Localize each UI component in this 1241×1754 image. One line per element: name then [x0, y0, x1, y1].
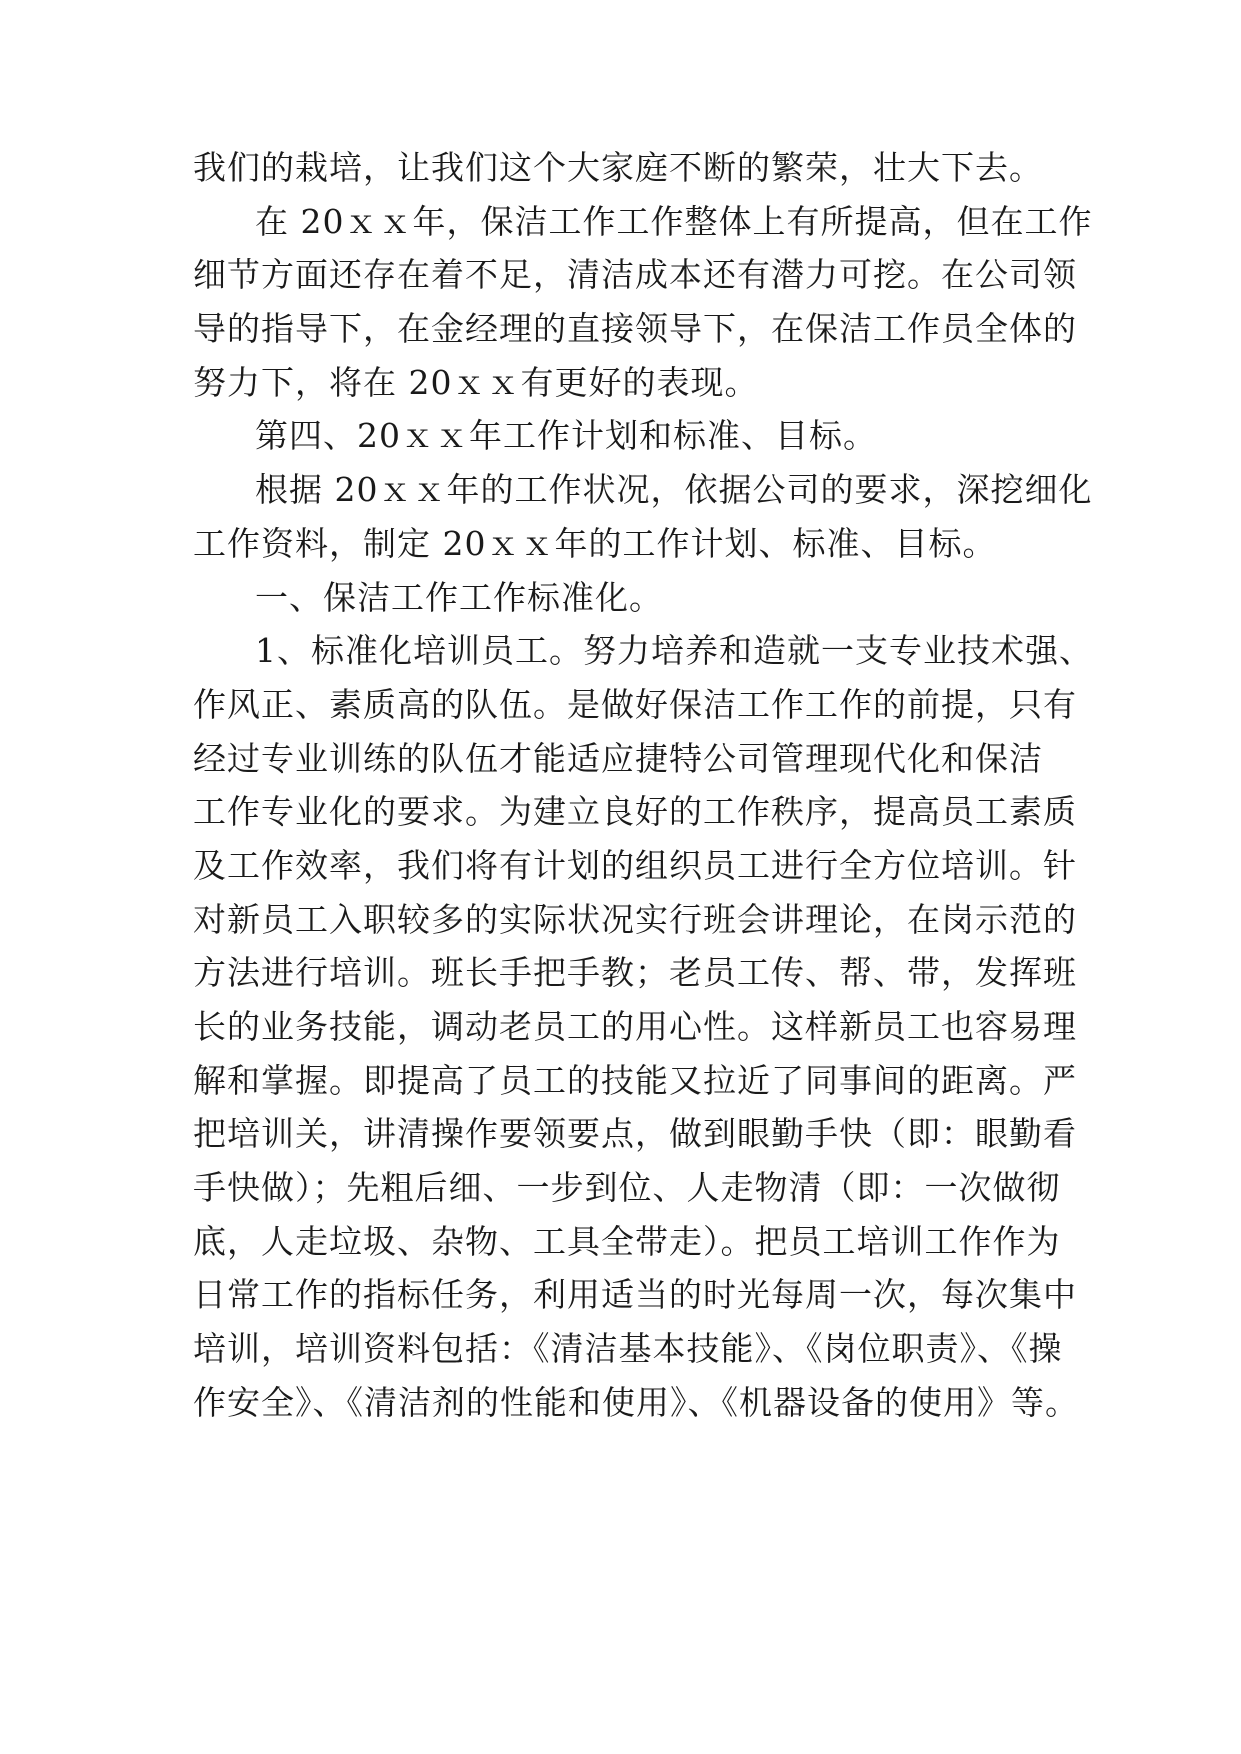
text-line: 及工作效率，我们将有计划的组织员工进行全方位培训。针: [193, 846, 1077, 885]
text-line: 日常工作的指标任务，利用适当的时光每周一次，每次集中: [193, 1275, 1077, 1314]
text-line: 对新员工入职较多的实际状况实行班会讲理论，在岗示范的: [193, 900, 1077, 939]
text-line: 方法进行培训。班长手把手教；老员工传、帮、带，发挥班: [193, 953, 1077, 992]
text-line: 长的业务技能，调动老员工的用心性。这样新员工也容易理: [193, 1007, 1077, 1046]
text-line: 1、标准化培训员工。努力培养和造就一支专业技术强、: [255, 631, 1093, 670]
text-line: 细节方面还存在着不足，清洁成本还有潜力可挖。在公司领: [193, 255, 1077, 294]
text-line: 努力下，将在 20ｘｘ有更好的表现。: [193, 363, 759, 402]
text-line: 第四、20ｘｘ年工作计划和标准、目标。: [255, 416, 877, 455]
text-line: 手快做）；先粗后细、一步到位、人走物清（即：一次做彻: [193, 1168, 1061, 1207]
text-line: 经过专业训练的队伍才能适应捷特公司管理现代化和保洁: [193, 739, 1043, 778]
text-line: 底，人走垃圾、杂物、工具全带走）。把员工培训工作作为: [193, 1222, 1061, 1261]
text-line: 解和掌握。即提高了员工的技能又拉近了同事间的距离。严: [193, 1061, 1077, 1100]
text-line: 工作资料，制定 20ｘｘ年的工作计划、标准、目标。: [193, 524, 997, 563]
text-line: 我们的栽培，让我们这个大家庭不断的繁荣，壮大下去。: [193, 148, 1043, 187]
text-line: 工作专业化的要求。为建立良好的工作秩序，提高员工素质: [193, 792, 1077, 831]
text-line: 把培训关，讲清操作要领要点，做到眼勤手快（即：眼勤看: [193, 1114, 1077, 1153]
text-line: 作风正、素质高的队伍。是做好保洁工作工作的前提，只有: [193, 685, 1077, 724]
text-line: 一、保洁工作工作标准化。: [255, 578, 663, 617]
text-line: 作安全》、《清洁剂的性能和使用》、《机器设备的使用》等。: [193, 1383, 1079, 1422]
text-line: 根据 20ｘｘ年的工作状况，依据公司的要求，深挖细化: [255, 470, 1093, 509]
text-line: 导的指导下，在金经理的直接领导下，在保洁工作员全体的: [193, 309, 1077, 348]
text-line: 培训，培训资料包括：《清洁基本技能》、《岗位职责》、《操: [193, 1329, 1063, 1368]
text-line: 在 20ｘｘ年，保洁工作工作整体上有所提高，但在工作: [255, 202, 1093, 241]
